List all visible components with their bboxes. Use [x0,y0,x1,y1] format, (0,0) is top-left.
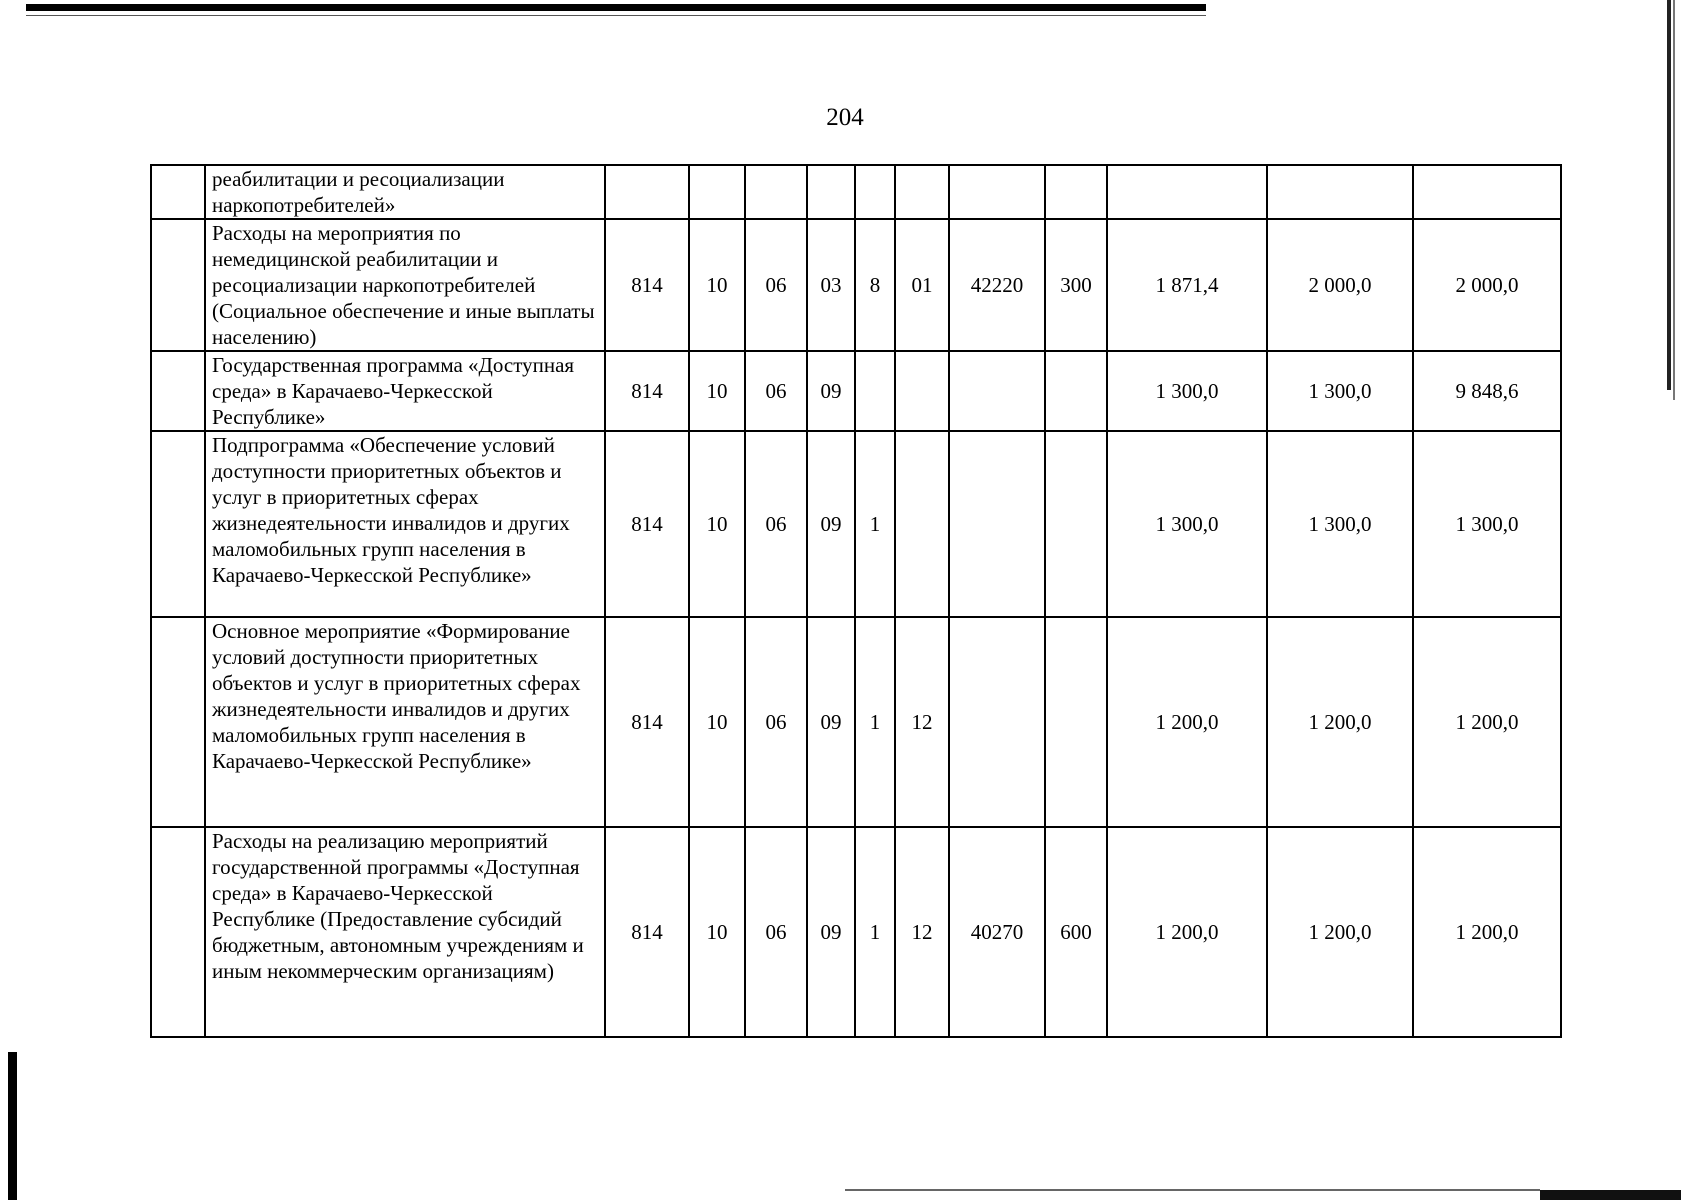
cell-program: 09 [807,351,855,431]
scan-right-edge [1667,0,1671,390]
cell-activity [895,165,949,219]
scan-left-edge [8,1052,17,1200]
cell-subprogram: 1 [855,431,895,617]
cell-section: 10 [689,827,745,1037]
cell-expense-type [1045,351,1107,431]
cell-grbs [605,165,689,219]
cell-expense-type: 600 [1045,827,1107,1037]
row-index-cell [151,219,205,351]
cell-section: 10 [689,351,745,431]
cell-section [689,165,745,219]
row-index-cell [151,431,205,617]
cell-sum-2: 1 200,0 [1267,617,1413,827]
scan-bottom-rule [845,1189,1540,1191]
cell-sum-3: 1 200,0 [1413,827,1561,1037]
cell-subprogram: 1 [855,617,895,827]
cell-sum-2: 1 200,0 [1267,827,1413,1037]
cell-sum-3: 1 200,0 [1413,617,1561,827]
cell-sum-1: 1 871,4 [1107,219,1267,351]
cell-direction [949,617,1045,827]
cell-sum-3 [1413,165,1561,219]
cell-sum-2: 1 300,0 [1267,431,1413,617]
row-index-cell [151,617,205,827]
cell-direction [949,165,1045,219]
cell-program [807,165,855,219]
cell-subprogram: 8 [855,219,895,351]
cell-direction [949,351,1045,431]
budget-table [150,164,1562,1038]
cell-activity: 12 [895,617,949,827]
cell-grbs: 814 [605,827,689,1037]
scan-bottom-edge [1540,1190,1681,1200]
cell-subprogram [855,351,895,431]
cell-activity: 01 [895,219,949,351]
row-name: Государственная программа «Доступная среда» в Карачаево-Черкесской Республике» [205,351,605,431]
table-row [151,351,1561,431]
table-row [151,165,1561,219]
table-row [151,219,1561,351]
row-name: Расходы на мероприятия по немедицинской реабилитации и ресоциализации наркопотребителей (Социальное обеспечение и иные выплаты населению) [205,219,605,351]
cell-sum-3: 2 000,0 [1413,219,1561,351]
cell-grbs: 814 [605,431,689,617]
cell-sum-2: 2 000,0 [1267,219,1413,351]
cell-subsection [745,165,807,219]
cell-program: 03 [807,219,855,351]
cell-sum-3: 1 300,0 [1413,431,1561,617]
cell-direction [949,431,1045,617]
cell-subsection: 06 [745,617,807,827]
row-index-cell [151,165,205,219]
cell-expense-type [1045,165,1107,219]
cell-subsection: 06 [745,431,807,617]
cell-grbs: 814 [605,219,689,351]
page-number: 204 [826,104,864,131]
cell-sum-1: 1 300,0 [1107,431,1267,617]
row-name: Подпрограмма «Обеспечение условий доступности приоритетных объектов и услуг в приоритетных сферах жизнедеятельности инвалидов и других маломобильных групп населения в Карачаево-Черкесской Республике» [205,431,605,617]
table-row [151,617,1561,827]
cell-sum-1: 1 200,0 [1107,617,1267,827]
row-index-cell [151,351,205,431]
cell-expense-type [1045,431,1107,617]
cell-expense-type [1045,617,1107,827]
cell-sum-2: 1 300,0 [1267,351,1413,431]
cell-subsection: 06 [745,351,807,431]
cell-direction: 42220 [949,219,1045,351]
cell-activity [895,431,949,617]
row-index-cell [151,827,205,1037]
cell-direction: 40270 [949,827,1045,1037]
cell-subsection: 06 [745,827,807,1037]
cell-expense-type: 300 [1045,219,1107,351]
cell-section: 10 [689,431,745,617]
cell-program: 09 [807,431,855,617]
cell-subprogram [855,165,895,219]
cell-section: 10 [689,617,745,827]
cell-program: 09 [807,827,855,1037]
scan-top-border [26,4,1206,11]
row-name: реабилитации и ресоциализации наркопотребителей» [205,165,605,219]
cell-subprogram: 1 [855,827,895,1037]
table-row [151,827,1561,1037]
cell-subsection: 06 [745,219,807,351]
table-row [151,431,1561,617]
cell-sum-1 [1107,165,1267,219]
row-name: Основное мероприятие «Формирование условий доступности приоритетных объектов и услуг в приоритетных сферах жизнедеятельности инвалидов и других маломобильных групп населения в Карачаево-Черкесской Республике» [205,617,605,827]
cell-sum-1: 1 300,0 [1107,351,1267,431]
cell-sum-1: 1 200,0 [1107,827,1267,1037]
row-name: Расходы на реализацию мероприятий государственной программы «Доступная среда» в Карачаево-Черкесской Республике (Предоставление субсидий бюджетным, автономным учреждениям и иным некоммерческим организациям) [205,827,605,1037]
scan-right-edge-shadow [1673,0,1675,400]
cell-activity [895,351,949,431]
cell-sum-2 [1267,165,1413,219]
cell-grbs: 814 [605,617,689,827]
scan-top-rule [26,15,1206,16]
cell-section: 10 [689,219,745,351]
cell-activity: 12 [895,827,949,1037]
cell-sum-3: 9 848,6 [1413,351,1561,431]
cell-grbs: 814 [605,351,689,431]
cell-program: 09 [807,617,855,827]
